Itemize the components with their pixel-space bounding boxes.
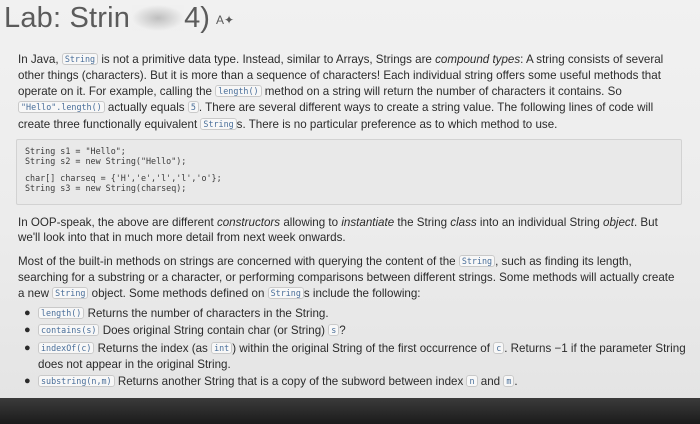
text: and <box>477 374 504 388</box>
inline-code: contains(s) <box>38 324 99 336</box>
text: ) within the original String of the first occurrence of <box>232 341 494 355</box>
bullet-icon: ● <box>24 307 31 319</box>
text: object. Some methods defined on <box>88 286 268 300</box>
text: Most of the built-in methods on strings are concerned with querying the content of the <box>18 255 459 268</box>
inline-code: String <box>62 53 98 65</box>
text: allowing to <box>280 216 342 229</box>
inline-code: 5 <box>188 101 199 113</box>
inline-code: c <box>493 342 504 354</box>
inline-code: length() <box>215 85 261 97</box>
text: . But we'll look into that in much more detail from next week onwards. <box>18 216 658 245</box>
inline-code: String <box>459 255 495 267</box>
text: Does original String contain char (or String) <box>99 324 329 338</box>
inline-code: length() <box>38 307 84 319</box>
bullet-icon: ● <box>24 374 31 387</box>
text: the String <box>394 216 451 229</box>
emphasis: class <box>450 216 477 229</box>
text-size-icon[interactable]: A✦ <box>215 13 235 27</box>
inline-code: "Hello".length() <box>18 101 105 113</box>
emphasis: compound types <box>435 53 521 66</box>
list-item <box>14 306 686 322</box>
inline-code: substring(n,m) <box>38 375 115 387</box>
inline-code: String <box>268 287 304 299</box>
text: Returns the number of characters in the String. <box>84 307 329 320</box>
text: s. There is no particular preference as to which method to use. <box>236 117 558 131</box>
text: . <box>514 374 518 388</box>
list-item <box>14 323 686 339</box>
text: actually equals <box>104 101 188 115</box>
emphasis: object <box>603 216 634 229</box>
inline-code: n <box>466 375 477 387</box>
text: s include the following: <box>303 286 421 300</box>
text: . Returns −1 if the parameter String does not appear in the original String. <box>38 341 686 372</box>
page-title-suffix: 4) <box>184 1 210 34</box>
text: : A string consists of several other things (characters). But it is more than a sequence of characters! Each individual string offers some useful methods that operate on it. For example, calling the <box>18 53 664 98</box>
oop-paragraph <box>18 215 682 246</box>
text: method on a string will return the number of characters it contains. So <box>261 84 622 98</box>
text: , such as finding its length, searching for a substring or a character, or performing comparisons between different strings. Some methods will actually create a new <box>18 255 675 300</box>
text: In Java, <box>18 53 62 66</box>
string-methods-list <box>14 306 686 391</box>
bullet-icon: ● <box>24 324 31 337</box>
code-lines-string-literals: String s1 = "Hello"; String s2 = new String("Hello"); <box>25 146 187 166</box>
emphasis: constructors <box>216 216 281 229</box>
list-item <box>14 341 686 373</box>
text: . There are several different ways to create a string value. The following lines of code will create three functionally equivalent <box>18 101 654 131</box>
text-size-icon-glyph: A <box>215 13 224 27</box>
list-item <box>14 374 686 390</box>
text: into an individual String <box>476 216 604 229</box>
builtin-methods-paragraph <box>18 254 682 302</box>
text: ? <box>339 324 346 338</box>
inline-code: m <box>503 375 514 387</box>
intro-paragraph <box>18 52 682 133</box>
title-obscured-region <box>132 5 184 31</box>
inline-code: s <box>328 324 339 336</box>
text: Returns the index (as <box>94 341 212 355</box>
code-lines-char-array: char[] charseq = {'H','e','l','l','o'}; String s3 = new String(charseq); <box>25 173 222 193</box>
code-block <box>16 139 682 205</box>
inline-code: int <box>211 342 232 354</box>
text: In OOP-speak, the above are different <box>18 216 217 229</box>
inline-code: indexOf(c) <box>38 342 94 354</box>
emphasis: instantiate <box>341 216 395 229</box>
inline-code: String <box>200 118 236 130</box>
page-title <box>4 0 234 36</box>
text: Returns another String that is a copy of the subword between index <box>114 374 467 388</box>
inline-code: String <box>52 287 88 299</box>
text: is not a primitive data type. Instead, similar to Arrays, Strings are <box>98 53 436 66</box>
screen-bottom-bezel <box>0 398 700 424</box>
bullet-icon: ● <box>24 341 31 354</box>
page-title-text: Lab: Strin <box>4 1 131 34</box>
